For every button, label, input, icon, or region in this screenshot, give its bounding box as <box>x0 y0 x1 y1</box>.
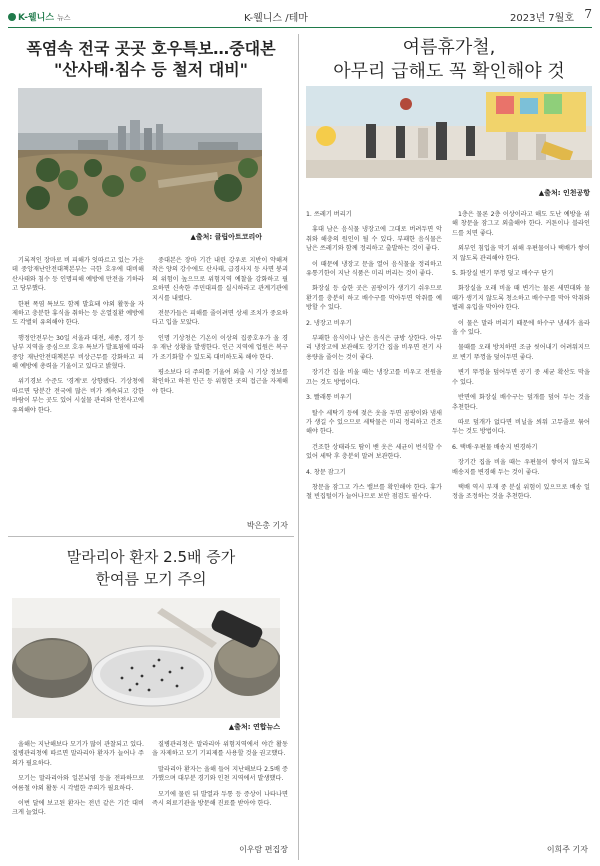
vacation-article-col2: 1층은 물론 2층 이상이라고 해도 도난 예방을 위해 창문을 잠그고 외출해야 한다. 커튼이나 블라인드를 치면 좋다. 외부인 침입을 막기 위해 우편물이나 택배가 쌓이지 않도록 관리해야 한다. 5. 화장실 변기 뚜껑 덮고 배수구 닫기 화장실을 오래 비울 때 변기는 물론 세면대와 물때가 생기지 않도록 청소하고 배수구를 막아 악취와 벌레 유입을 막아야 한다. 이 물은 말라 버리기 때문에 하수구 냄새가 올라올 수 있다. 물때를 오래 방치하면 조금 씻어내기 어려워지므로 변기 뚜껑을 덮어두면 좋다. 변기 뚜껑을 덮어두면 공기 중 세균 확산도 막을 수 있다. 반면에 화장실 배수구는 덮개를 덮어 두는 것을 추천한다. 따로 덮개가 없다면 비닐을 씌워 고무줄로 묶어 두는 것도 방법이다. 6. 택배·우편물 배송지 변경하기 장기간 집을 비울 때는 우편물이 쌓이지 않도록 배송지를 변경해 두는 것이 좋다. 택배 역시 부재 중 분실 위험이 있으므로 배송 일정을 조정하는 것을 추천한다. <box>452 211 590 501</box>
vacation-article-col1: 1. 쓰레기 버리기 휴대 남은 음식물 냉장고에 그대로 버려두면 악취와 해충의 원인이 될 수 있다. 부패한 음식물은 남은 쓰레기와 함께 정리하고 출발하는 것이 좋다. 이 때문에 냉장고 문을 열어 음식물을 정리하고 유통기한이 지난 식품은 미리 버리는 것이 좋다. 화장실 등 습한 곳은 곰팡이가 생기기 쉬우므로 환기를 충분히 하고 배수구를 막아두면 악취를 예방할 수 있다. 2. 냉장고 비우기 부패한 음식이나 남은 음식은 금방 상한다. 아무리 냉장고에 보관해도 장기간 집을 비우면 전기 사용량을 줄이는 것이 좋다. 장기간 집을 비울 때는 냉장고를 비우고 전원을 끄는 것도 방법이다. 3. 빨래통 비우기 탈수 세탁기 등에 젖은 옷을 두면 곰팡이와 냄새가 생길 수 있으므로 세탁물은 미리 정리하고 건조해야 한다. 건조한 상태라도 땀이 밴 옷은 세균이 번식할 수 있어 세탁 후 충분히 말려 보관한다. 4. 창문 잠그기 창문을 잠그고 가스 밸브를 확인해야 한다. 휴가철 빈집털이가 늘어나므로 보안 점검도 필수다. <box>306 211 442 501</box>
flood-article-col2: 중대본은 장마 기간 내린 강우로 지반이 약해져 작은 양의 강수에도 산사태, 급경사지 등 사면 붕괴의 위험이 높으므로 위험지역 예찰을 강화하고 필요하면 신속한 주민대피를 실시하라고 관계기관에 지시를 내렸다. 전문가들은 피해를 줄이려면 상세 조치가 중요하다고 입을 모았다. 인명 기상청은 기온이 이상의 집중호우가 올 경우 재난 상황을 발생한다. 인근 지역에 업원은 복구가 조기화할 수 있도록 대비하도록 해야 한다. 평소보다 더 주의를 기울여 외출 시 기상 정보를 확인하고 하천 인근 등 위험한 곳의 접근을 자제해야 한다. <box>152 257 288 395</box>
headline-flood: 폭염속 전국 곳곳 호우특보…중대본 "산사태·침수 등 철저 대비" <box>26 39 276 79</box>
issue-date: 2023년 7월호 <box>510 13 574 24</box>
logo-mark-icon <box>8 13 16 21</box>
malaria-article-col2: 질병관리청은 말라리아 위험지역에서 야간 활동을 자제하고 모기 기피제를 사용할 것을 권고했다. 말라리아 환자는 올해 들어 지난해보다 2.5배 증가했으며 대부분 경기와 인천 지역에서 발생했다. 모기에 물린 뒤 발열과 두통 등 증상이 나타나면 즉시 의료기관을 방문해 진료를 받아야 한다. <box>152 741 288 808</box>
photo-caption-flood: ▲출처: 클립아트코리아 <box>190 233 262 241</box>
article-divider <box>8 536 294 537</box>
section-title: K-웰니스 /테마 <box>244 13 308 24</box>
photo-caption-mosquito: ▲출처: 연합뉴스 <box>228 723 280 731</box>
page-header <box>8 6 592 28</box>
publication-logo: K-웰니스 뉴스 <box>8 10 71 23</box>
headline-vacation: 여름휴가철, 아무리 급해도 꼭 확인해야 것 <box>333 37 565 82</box>
malaria-article-col1: 올해는 지난해보다 모기가 많이 관찰되고 있다. 질병관리청에 따르면 말라리아 환자가 늘어나 주의가 필요하다. 모기는 말라리아와 일본뇌염 등을 전파하므로 여름철 야외 활동 시 각별한 주의가 필요하다. 이번 달에 보고된 환자는 전년 같은 기간 대비 크게 늘었다. <box>12 741 144 817</box>
flood-article-col1: 기록적인 장마로 비 피해가 잇따르고 있는 가운데 중앙재난안전대책본부는 극한 호우에 대비해 산사태와 침수 등 인명피해 예방에 만전을 기하라고 당부했다. 한편 폭염 특보도 함께 발효돼 야외 활동을 자제하고 충분한 휴식을 취하는 등 온열질환 예방에도 각별히 유의해야 한다. 행정안전부는 30일 서울과 대전, 세종, 경기 등 남부 지역을 중심으로 호우 특보가 발표됨에 따라 중앙 재난안전대책본부 비상근무를 강화하고 피해 예방에 총력을 기울이고 있다고 밝혔다. 위기경보 수준도 '경계'로 상향됐다. 기상청에 따르면 당분간 전국에 많은 비가 계속되고 강한 바람이 부는 곳도 있어 시설물 관리와 안전사고에 유의해야 한다. <box>12 257 144 414</box>
page-number: 7 <box>584 7 592 21</box>
airport-photo <box>306 86 592 178</box>
mosquito-photo <box>12 598 280 718</box>
photo-caption-airport: ▲출처: 인천공항 <box>538 189 590 197</box>
column-divider <box>298 34 299 860</box>
byline-vacation: 이희주 기자 <box>546 845 588 854</box>
headline-malaria: 말라리아 환자 2.5배 증가 한여름 모기 주의 <box>66 548 236 588</box>
byline-flood: 박은총 기자 <box>246 521 288 530</box>
byline-malaria: 이우람 편집장 <box>239 845 288 854</box>
flood-photo <box>18 88 262 228</box>
